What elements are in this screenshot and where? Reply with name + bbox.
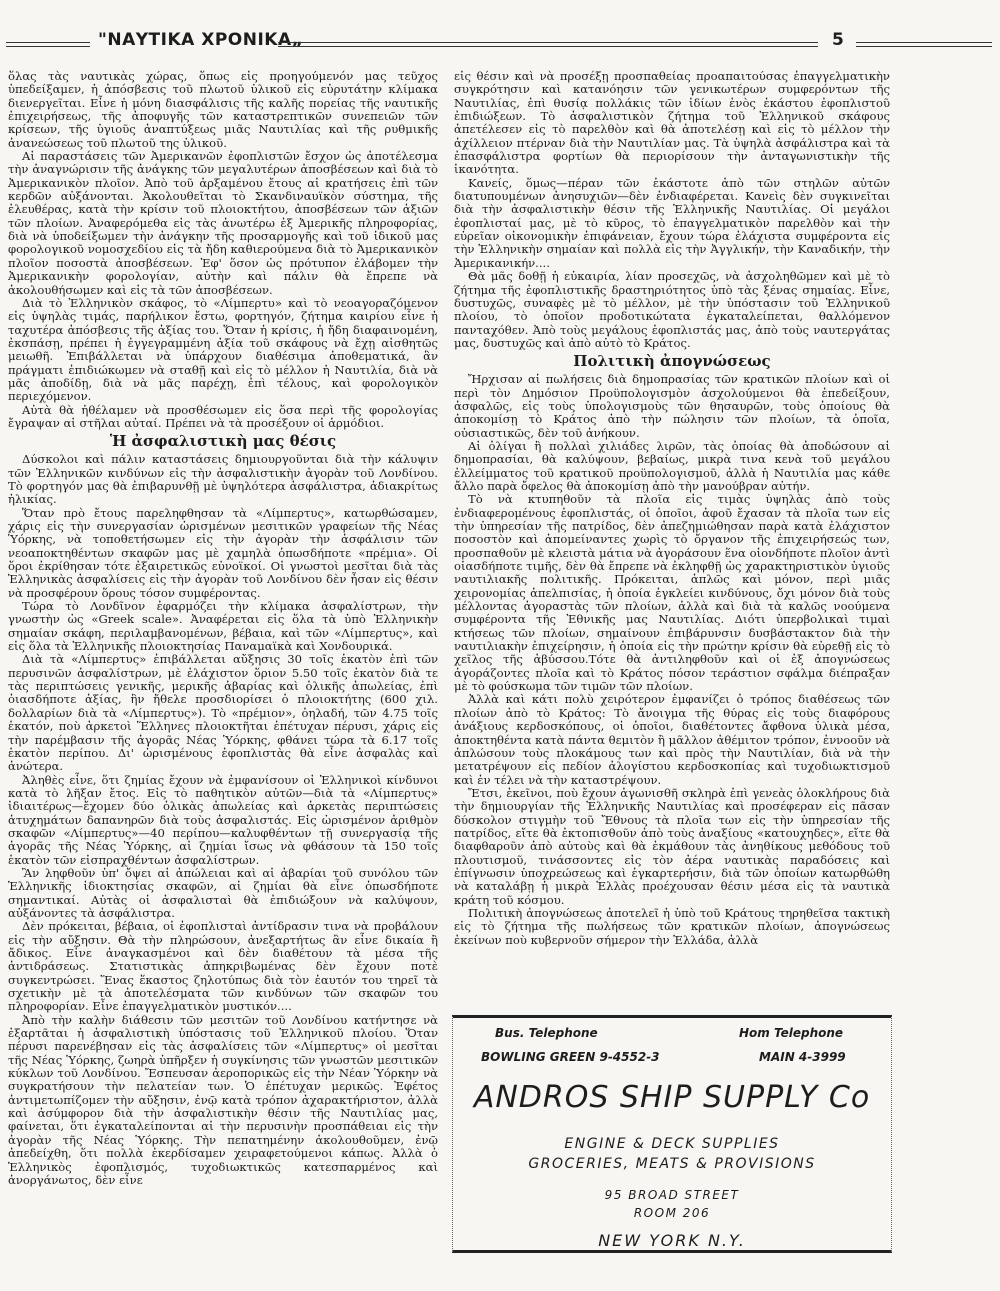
page-header [0,30,1000,60]
paragraph: Δὲν πρόκειται, βέβαια, οἱ ἐφοπλισταὶ ἀντίδρασιν τινα νὰ προβάλουν εἰς τὴν αὔξησιν. Θὰ τὴν πληρώσουν, ἀνεξαρτήτως ἂν εἶνε δικαία ἢ ἄδικος. Εἶνε ἀναγκασμένοι καὶ δὲν διαθέτουν τὰ μέσα τῆς ἀντιδράσεως. Στατιστικὰς ἀπηκριβωμένας δὲν ἔχουν ποτὲ συγκεντρώσει. Ἕνας ἕκαστος ζηλοτύπως διὰ τὸν ἑαυτόν του τηρεῖ τὰ σχετικὴν μὲ τὰ ἀποτελέσματα τῶν κινδύνων τῶν σκαφῶν του πληροφορίαν. Εἶνε ἐπαγγελματικὸν μυστικόν.... [8,919,438,1014]
ad-bus-telephone-label: Bus. Telephone [495,1026,598,1040]
ad-home-telephone-label: Hom Telephone [739,1026,844,1040]
header-rule-far-right [856,42,992,47]
paragraph: Ὅταν πρὸ ἔτους παρεληφθησαν τὰ «Λίμπερτυς», κατωρθώσαμεν, χάρις εἰς τὴν συνεργασίαν ὡρισμένων μεσιτικῶν γραφείων τῆς Νέας Ὑόρκης, νὰ τοποθετήσωμεν εἰς τὴν ἀγορὰν τὴν ἀσφάλισιν τῶν νεοαποκτηθέντων σκαφῶν μας μὲ χαμηλὰ ὁπωσδήποτε «πρέμια». Οἱ ὅροι ἐκρίθησαν τότε ἐξαιρετικῶς εὐνοϊκοί. Οἱ γνωστοὶ μεσῖται διὰ τὰς Ἑλληνικὰς ἀσφαλίσεις εἰς τὴν ἀγορὰν τοῦ Λονδίνου δὲν ἦσαν εἰς θέσιν νὰ προσφέρουν ὅρους τόσον συμφέροντας. [8,505,438,600]
section-heading-insurance: Ἡ ἀσφαλιστικὴ μας θέσις [109,432,337,451]
paragraph: ὅλας τὰς ναυτικὰς χώρας, ὅπως εἰς προηγούμενόν μας τεῦχος ὑπεδείξαμεν, ἡ ἀπόσβεσις τοῦ πλωτοῦ ὑλικοῦ εἰς εὐρυτάτην κλίμακα διενεργεῖται. Εἶνε ἡ μόνη διασφάλισις τῆς καλῆς πορείας τῆς ναυτικῆς ἐπιχειρήσεως, τῆς ἀποφυγῆς τῶν καταστρεπτικῶν συνεπειῶν τῶν κρίσεων, τῆς ὑγιοῦς ἀναπτύξεως μιᾶς Ναυτιλίας καὶ τῆς ρυθμικῆς ἀνανεώσεως τοῦ πλωτοῦ της ὑλικοῦ. [8,69,438,150]
right-column [454,70,890,947]
paragraph: Διὰ τὸ Ἑλληνικὸν σκάφος, τὸ «Λίμπερτυ» καὶ τὸ νεοαγοραζόμενον εἰς ὑψηλὰς τιμάς, παρήλικον ἔστω, φορτηγόν, ζήτημα καιρίου εἶνε ἡ ταχυτέρα ἀπόσβεσις τῆς ἀξίας του. Ὅταν ἡ κρίσις, ἡ ἤδη διαφαινομένη, ἐκσπάσῃ, πρέπει ἡ ἐγγεγραμμένη ἀξία τοῦ σκάφους νὰ ἔχῃ αἰσθητῶς μειωθῆ. Ἐπιβάλλεται νὰ ὑπάρχουν διαθέσιμα ἀποθεματικά, ἂν πράγματι ἐπιδιώκωμεν νὰ σταθῇ καὶ εἰς τὸ μέλλον ἡ Ναυτιλία, διὰ νὰ μᾶς ἀποδίδῃ, διὰ νὰ μᾶς παρέχῃ, ἐπὶ τέλους, καὶ φορολογικὸν περιεχόμενον. [8,295,438,404]
ad-line-provisions: GROCERIES, MEATS & PROVISIONS [528,1156,816,1172]
ad-home-number: MAIN 4-3999 [759,1050,846,1064]
paragraph: Αὐτὰ θὰ ἠθέλαμεν νὰ προσθέσωμεν εἰς ὅσα περὶ τῆς φορολογίας ἔγραψαν αἱ στῆλαι αὐταί. Πρέπει νὰ τὰ προσέξουν οἱ ἁρμόδιοι. [8,402,438,430]
paragraph: Αἱ ὀλίγαι ἢ πολλαὶ χιλιάδες λιρῶν, τὰς ὁποίας θὰ ἀποδώσουν αἱ δημοπρασίαι, θὰ καλύψουν, βεβαίως, μικρὰ τινα κενὰ τοῦ μεγάλου ἐλλείμματος τοῦ κρατικοῦ προϋπολογισμοῦ, ἀλλὰ ἡ Ναυτιλία μας κάθε ἄλλο παρὰ ὄφελος θὰ ἀποκομίσῃ ἀπὸ τὴν μανούβραν αὐτήν. [454,438,890,493]
paragraph: Ἀπὸ τὴν καλὴν διάθεσιν τῶν μεσιτῶν τοῦ Λονδίνου κατήντησε νὰ ἐξαρτᾶται ἡ ἀσφαλιστικὴ ὑπόστασις τοῦ Ἑλληνικοῦ πλοίου. Ὅταν πέρυσι παρενέβησαν εἰς τὰς ἀσφαλίσεις τῶν «Λίμπερτυς» οἱ μεσῖται τῆς Νέας Ὑόρκης, ζωηρὰ ὑπῆρξεν ἡ συγκίνησις τῶν γνωστῶν μεσιτικῶν κύκλων τοῦ Λονδίνου. Ἔσπευσαν ἀεροπορικῶς εἰς τὴν Νέαν Ὑόρκην νὰ συγκρατήσουν τὴν πελατείαν των. Ὁ ἐπέτυχαν μερικῶς. Ἐφέτος ἀντιμετωπίζομεν τὴν αὔξησιν, ἐνῷ κατὰ τρόπον ἀχαρακτήριστον, ἀλλὰ καὶ ἀσύμφορον διὰ τὴν ἀσφαλιστικὴν θέσιν τῆς Ναυτιλίας μας, φαίνεται, ὅτι ἐγκαταλείπονται αἱ τὴν περυσινὴν προσπάθειαι εἰς τὴν ἀγορὰν τῆς Νέας Ὑόρκης. Τὴν πεπατημένην ἀκολουθοῦμεν, ἐνῷ ἀπεδείχθη, ὅτι πολλὰ ἐκερδίσαμεν χειραφετούμενοι κάπως. Ἀλλὰ ὁ Ἑλληνικὸς ἐφοπλισμός, τυχοδιωκτικῶς κατεσπαρμένος καὶ ἀνοργάνωτος, δὲν εἶνε [8,1012,438,1187]
paragraph: Δύσκολοι καὶ πάλιν καταστάσεις δημιουργοῦνται διὰ τὴν κάλυψιν τῶν Ἑλληνικῶν κινδύνων εἰς τὴν ἀσφαλιστικὴν ἀγορὰν τοῦ Λονδίνου. Τὸ φορτηγόν μας θὰ ἐπιβαρυνθῇ μὲ ὑψηλότερα ἀσφάλιστρα, ἀδιακρίτως ἡλικίας. [8,452,438,507]
paragraph: Ἔτσι, ἐκεῖνοι, ποὺ ἔχουν ἀγωνισθῆ σκληρὰ ἐπὶ γενεὰς ὁλοκλήρους διὰ τὴν δημιουργίαν τῆς Ἑλληνικῆς Ναυτιλίας καὶ προσέφεραν εἰς πᾶσαν δύσκολον στιγμὴν τοῦ Ἔθνους τὰ πλοῖα των εἰς τὴν ὑπηρεσίαν τῆς πατρίδος, εἴτε θὰ ἐκτοπισθοῦν ἀπὸ τοὺς ἀναξίους «κατουχηδες», εἴτε θὰ διαφθαροῦν ἀπὸ αὐτοὺς καὶ θὰ ἐκμάθουν τὰς ἀνηθίκους μεθόδους τοῦ πλουτισμοῦ, τινάσσοντες εἰς τὸν ἀέρα ναυτικὰς παραδόσεις καὶ ἐπίγνωσιν ὑποχρεώσεως καὶ ἐγκαρτερήσιν, διὰ τῶν ὁποίων κατωρθώθη νὰ καταλάβῃ ἡ μικρὰ Ἑλλὰς προέχουσαν θέσιν μέσα εἰς τὰ ναυτικὰ κράτη τοῦ κόσμου. [454,785,890,907]
paragraph: Θὰ μᾶς δοθῇ ἡ εὐκαιρία, λίαν προσεχῶς, νὰ ἀσχοληθῶμεν καὶ μὲ τὸ ζήτημα τῆς ἐφοπλιστικῆς δραστηριότητος ὑπὸ τὰς ξένας σημαίας. Εἶνε, δυστυχῶς, συναφὲς μὲ τὸ μέλλον, μὲ τὴν ὑπόστασιν τοῦ Ἑλληνικοῦ πλοίου, τὸ ὁποῖον προδοτικώτατα ἐγκαταλείπεται, θαλλόμενον πανταχόθεν. Ἀπὸ τοὺς μεγάλους ἐφοπλιστάς μας, ἀπὸ τοὺς ναυτεργάτας μας, δυστυχῶς καὶ ἀπὸ αὐτὸ τὸ Κράτος. [454,269,890,350]
paragraph: Διὰ τὰ «Λίμπερτυς» ἐπιβάλλεται αὔξησις 30 τοῖς ἑκατὸν ἐπὶ τῶν περυσινῶν ἀσφαλίστρων, μὲ ἐλάχιστον ὅριον 5.50 τοῖς ἑκατὸν διὰ τε τὰς περιπτώσεις γενικῆς, μερικῆς ἀβαρίας καὶ ὁλικῆς ἀπωλείας, ἐπὶ ὁιασδήποτε ἀξίας, ἣν ἤθελε προσδιορίσει ὁ πλοιοκτήτης (600 χιλ. δολλαρίων διὰ τὰ «Λίμπερτυς»). Τὸ «πρέμιον», ὁηλαδή, τῶν 4.75 τοῖς ἑκατόν, ποὺ ἀρκετοὶ Ἕλληνες πλοιοκτῆται ἐπέτυχαν πέρυσι, χάρις εἰς τὴν παρέμβασιν τῆς ἀγορᾶς Νέας Ὑόρκης, φθάνει τώρα τὰ 6.17 τοῖς ἑκατὸν περίπου. Δι' ὡρισμένους ἐφοπλιστὰς θὰ εἶνε ἀσφαλὰς καὶ ἀνώτερα. [8,652,438,774]
page-number: 5 [832,30,844,50]
ad-company-name: ANDROS SHIP SUPPLY Co [473,1080,871,1115]
paragraph: Ἤρχισαν αἱ πωλήσεις διὰ δημοπρασίας τῶν κρατικῶν πλοίων καὶ οἱ περὶ τὸν Δημόσιον Προϋπολογισμὸν ἀσχολούμενοι θὰ ἐπεδείξουν, ἀσφαλῶς, εἰς τοὺς ὑπολογισμοὺς τῶν θησαυρῶν, τοὺς ὁποίους θὰ ἀποκομίσῃ τὸ Κράτος ἀπὸ τὴν πώλησιν τῶν πλοίων, τὰ ὁποῖα, οὐσιαστικῶς, δὲν τοῦ ἀνήκουν. [454,372,890,440]
advertisement-box [452,1015,892,1253]
paragraph: εἰς θέσιν καὶ νὰ προσέξῃ προσπαθείας προαπαιτούσας ἐπαγγελματικὴν συγκρότησιν καὶ κατανόησιν τῶν γενικωτέρων συμφερόντων τῆς Ναυτιλίας, ἐπὶ θυσίᾳ πολλάκις τῶν ἰδίων ἑνὸς ἑκάστου ἐφοπλιστοῦ ἐπιδιώξεων. Τὸ ἀσφαλιστικὸν ζήτημα τοῦ Ἑλληνικοῦ σκάφους ἀπετέλεσεν εἰς τὸ παρελθὸν καὶ θὰ ἀποτελέσῃ καὶ εἰς τὸ μέλλον τὴν ἀχίλλειον πτέρναν διὰ τὴν Ναυτιλίαν μας. Τὰ ὑψηλὰ ἀσφάλιστρα καὶ τὰ ἐπασφάλιστρα φορτίων θὰ περιορίσουν τὴν ἀνταγωνιστικὴν τῆς ἱκανότητα. [454,69,890,177]
ad-room: ROOM 206 [633,1206,711,1220]
paragraph: Ἀληθὲς εἶνε, ὅτι ζημίας ἔχουν νὰ ἐμφανίσουν οἱ Ἑλληνικοὶ κίνδυνοι κατὰ τὸ λῆξαν ἔτος. Εἰς τὸ παθητικὸν αὐτῶν—διὰ τὰ «Λίμπερτυς» ἰδιαιτέρως—ἔχομεν δύο ὁλικὰς ἀπωλείας καὶ ἀρκετὰς περιπτώσεις ἀτυχημάτων δαπανηρῶν διὰ τοὺς ἀσφαλιστάς. Εἰς ὡρισμένον ἀριθμὸν σκαφῶν «Λίμπερτυς»—40 περίπου—καλυφθέντων τῇ συνεργασίᾳ τῆς ἀγορᾶς τῆς Νέας Ὑόρκης, αἱ ζημίαι ἴσως νὰ φθάσουν τὰ 150 τοῖς ἑκατὸν τῶν εἰσπραχθέντων ἀσφαλίστρων. [8,772,438,867]
ad-street: 95 BROAD STREET [604,1188,740,1202]
left-column [8,70,438,1187]
paragraph: Τὸ νὰ κτυπηθοῦν τὰ πλοῖα εἰς τιμὰς ὑψηλὰς ἀπὸ τοὺς ἐνδιαφερομένους ἐφοπλιστάς, οἱ ὁποῖοι, ἀφοῦ ἔχασαν τὰ πλοῖα των εἰς τὴν ὑπηρεσίαν τῆς πατρίδος, δὲν ἀπεζημιώθησαν παρὰ κατὰ ἐλάχιστον ποσοστὸν καὶ ἀπομείναντες χωρὶς τὸ ὄργανον τῆς ἐπιχειρήσεώς των, προσπαθοῦν μὲ κλειστὰ μάτια νὰ ἀγοράσουν ἕνα οἱονδήποτε πλοῖον ἀντὶ οἱασδήποτε τιμῆς, δὲν θὰ ἔπρεπε νὰ ἐκληφθῇ ὡς χαρακτηριστικὸν ὑγιοῦς ναυτιλιακῆς πολιτικῆς. Πρόκειται, ἁπλῶς καὶ μόνον, περὶ μιᾶς χειρονομίας ἀπελπισίας, ἡ ὁποία ἐγκλείει κινδύνους, ὄχι μόνον διὰ τοὺς μέλλοντας ἀγοραστὰς τῶν πλοίων, ἀλλὰ καὶ διὰ τὰ καλῶς νοούμενα συμφέροντα τῆς Ἐθνικῆς μας Ναυτιλίας. Διότι ὑπερβολικαὶ τιμαὶ κτήσεως τῶν πλοίων, σημαίνουν ἐπιβάρυνσιν δυσβάστακτον διὰ τὴν ναυτιλιακὴν ἐπιχείρησιν, ἡ ὁποία εἰς τὴν πρώτην κρίσιν θὰ εὑρεθῇ εἰς τὸ χεῖλος τῆς ἀβύσσου.Τότε θὰ ἀντιληφθοῦν καὶ οἱ ἐξ ἀπογνώσεως ἀγοράζοντες πλοῖα καὶ τὸ Κράτος πόσον τεράστιον σφάλμα διέπραξαν μὲ τὸ φούσκωμα τῶν τιμῶν τῶν πλοίων. [454,492,890,694]
paragraph: Τώρα τὸ Λονδῖνον ἐφαρμόζει τὴν κλίμακα ἀσφαλίστρων, τὴν γνωστὴν ὡς «Greek scale». Ἀναφέρεται εἰς ὅλα τὰ ὑπὸ Ἑλληνικὴν σημαίαν σκάφη, περιλαμβανομένων, βέβαια, καὶ τῶν «Λίμπερτυς», καὶ εἰς ὅλα τὰ Ἑλληνικῆς πλοιοκτησίας Παναμαϊκὰ καὶ Χονδουρικά. [8,599,438,654]
paragraph: Πολιτικὴ ἀπογνώσεως ἀποτελεῖ ἡ ὑπὸ τοῦ Κράτους τηρηθεῖσα τακτικὴ εἰς τὸ ζήτημα τῆς πωλήσεως τῶν κρατικῶν πλοίων, ἀπογνώσεως ἐκείνων ποὺ κυβερνοῦν σήμερον τὴν Ἑλλάδα, ἀλλὰ [454,905,890,947]
ad-city: NEW YORK N.Y. [598,1231,746,1250]
paragraph: Αἱ παραστάσεις τῶν Ἀμερικανῶν ἐφοπλιστῶν ἔσχον ὡς ἀποτέλεσμα τὴν ἀναγνώρισιν τῆς ἀνάγκης τῶν μεγαλυτέρων ἀποσβέσεων καὶ διὰ τὸ Ἀμερικανικὸν πλοῖον. Ἀπὸ τοῦ ἀρξαμένου ἔτους αἱ κρατήσεις ἐπὶ τῶν κερδῶν αὐξάνονται. Ἀκολουθεῖται τὸ Σκανδιναυϊκὸν σύστημα, τῆς ἐλευθέρας, κατὰ τὴν κρίσιν τοῦ πλοιοκτήτου, ἀποσβέσεων τῶν ἀξιῶν τῶν πλοίων. Ἀναφερόμεθα εἰς τὰς ἀνωτέρω ἐξ Ἀμερικῆς πληροφορίας, διὰ νὰ ὑποδείξωμεν τὴν ἀνάγκην τῆς προσαρμογῆς καὶ τοῦ ἰδικοῦ μας φορολογικοῦ νομοσχεδίου εἰς τὰ ἤδη καθιερούμενα διὰ τὸ Ἀμερικανικὸν πλοῖον ποσοστὰ ἀποσβέσεων. Ἐφ' ὅσον ὡς πρότυπον ἐλάβομεν τὴν Ἀμερικανικὴν φορολογίαν, αὐτὴν καὶ πάλιν θὰ ἔπρεπε νὰ ἀκολουθήσωμεν καὶ εἰς τὰ τῶν ἀποσβέσεων. [8,149,438,297]
paragraph: Ἂν ληφθοῦν ὑπ' ὄψει αἱ ἀπώλειαι καὶ αἱ ἀβαρίαι τοῦ συνόλου τῶν Ἑλληνικῆς ἰδιοκτησίας σκαφῶν, αἱ ζημίαι θὰ εἶνε ὁπωσδήποτε σημαντικαί. Αὐτὰς οἱ ἀσφαλισταὶ θὰ ἐπιδιώξουν νὰ καλύψουν, αὐξάνοντες τὰ ἀσφάλιστρα. [8,865,438,920]
ad-bus-number: BOWLING GREEN 9-4552-3 [481,1050,660,1064]
masthead: "ΝΑΥΤΙΚΑ ΧΡΟΝΙΚΑ„ [98,30,304,50]
section-heading-policy: Πολιτικὴ ἀπογνώσεως [573,352,771,371]
paragraph: Ἀλλὰ καὶ κάτι πολὺ χειρότερον ἐμφανίζει ὁ τρόπος διαθέσεως τῶν πλοίων ἀπὸ τὸ Κράτος: Τὸ ἄνοιγμα τῆς θύρας εἰς τοὺς διαφόρους ἀνάξιους κερδοσκόπους, οἱ ὁποῖοι, διαθέτοντες ἄφθονα ὑλικὰ μέσα, ἀποκτηθέντα κατὰ πάντα θεμιτὸν ἢ μᾶλλον ἀθέμιτον τρόπον, ἐννοοῦν νὰ ἁπλώσουν τοὺς πλοκάμους των καὶ πρὸς τὴν Ναυτιλίαν, διὰ νὰ τὴν μετατρέψουν εἰς πεδίον ἀλογίστου κερδοσκοπίας καὶ τυχοδιωκτισμοῦ καὶ ἐν τέλει νὰ τὴν καταστρέψουν. [454,692,890,787]
header-rule-right [278,42,818,47]
paragraph: Κανείς, ὅμως—πέραν τῶν ἑκάστοτε ἀπὸ τῶν στηλῶν αὐτῶν διατυπουμένων ἀνησυχιῶν—δὲν ἐνδιαφέρεται. Κανεὶς δὲν συγκινεῖται διὰ τὴν ἀσφαλιστικὴν θέσιν τῆς Ἑλληνικῆς Ναυτιλίας. Οἱ μεγάλοι ἐφοπλισταί μας, μὲ τὸ κῦρος, τὸ ἐπαγγελματικὸν παρελθὸν καὶ τὴν εὐρεῖαν οἰκονομικὴν ἐπιφάνειαν, ἔχουν τώρα ἐλάχιστα συμφέροντα εἰς τὴν Ἑλληνικὴν σημαίαν καὶ πολλὰ εἰς τὴν Ἀγγλικήν, τὴν Καναδικήν, τὴν Ἀμερικανικήν.... [454,175,890,270]
ad-line-supplies: ENGINE & DECK SUPPLIES [564,1136,780,1152]
header-rule-left [6,42,90,47]
